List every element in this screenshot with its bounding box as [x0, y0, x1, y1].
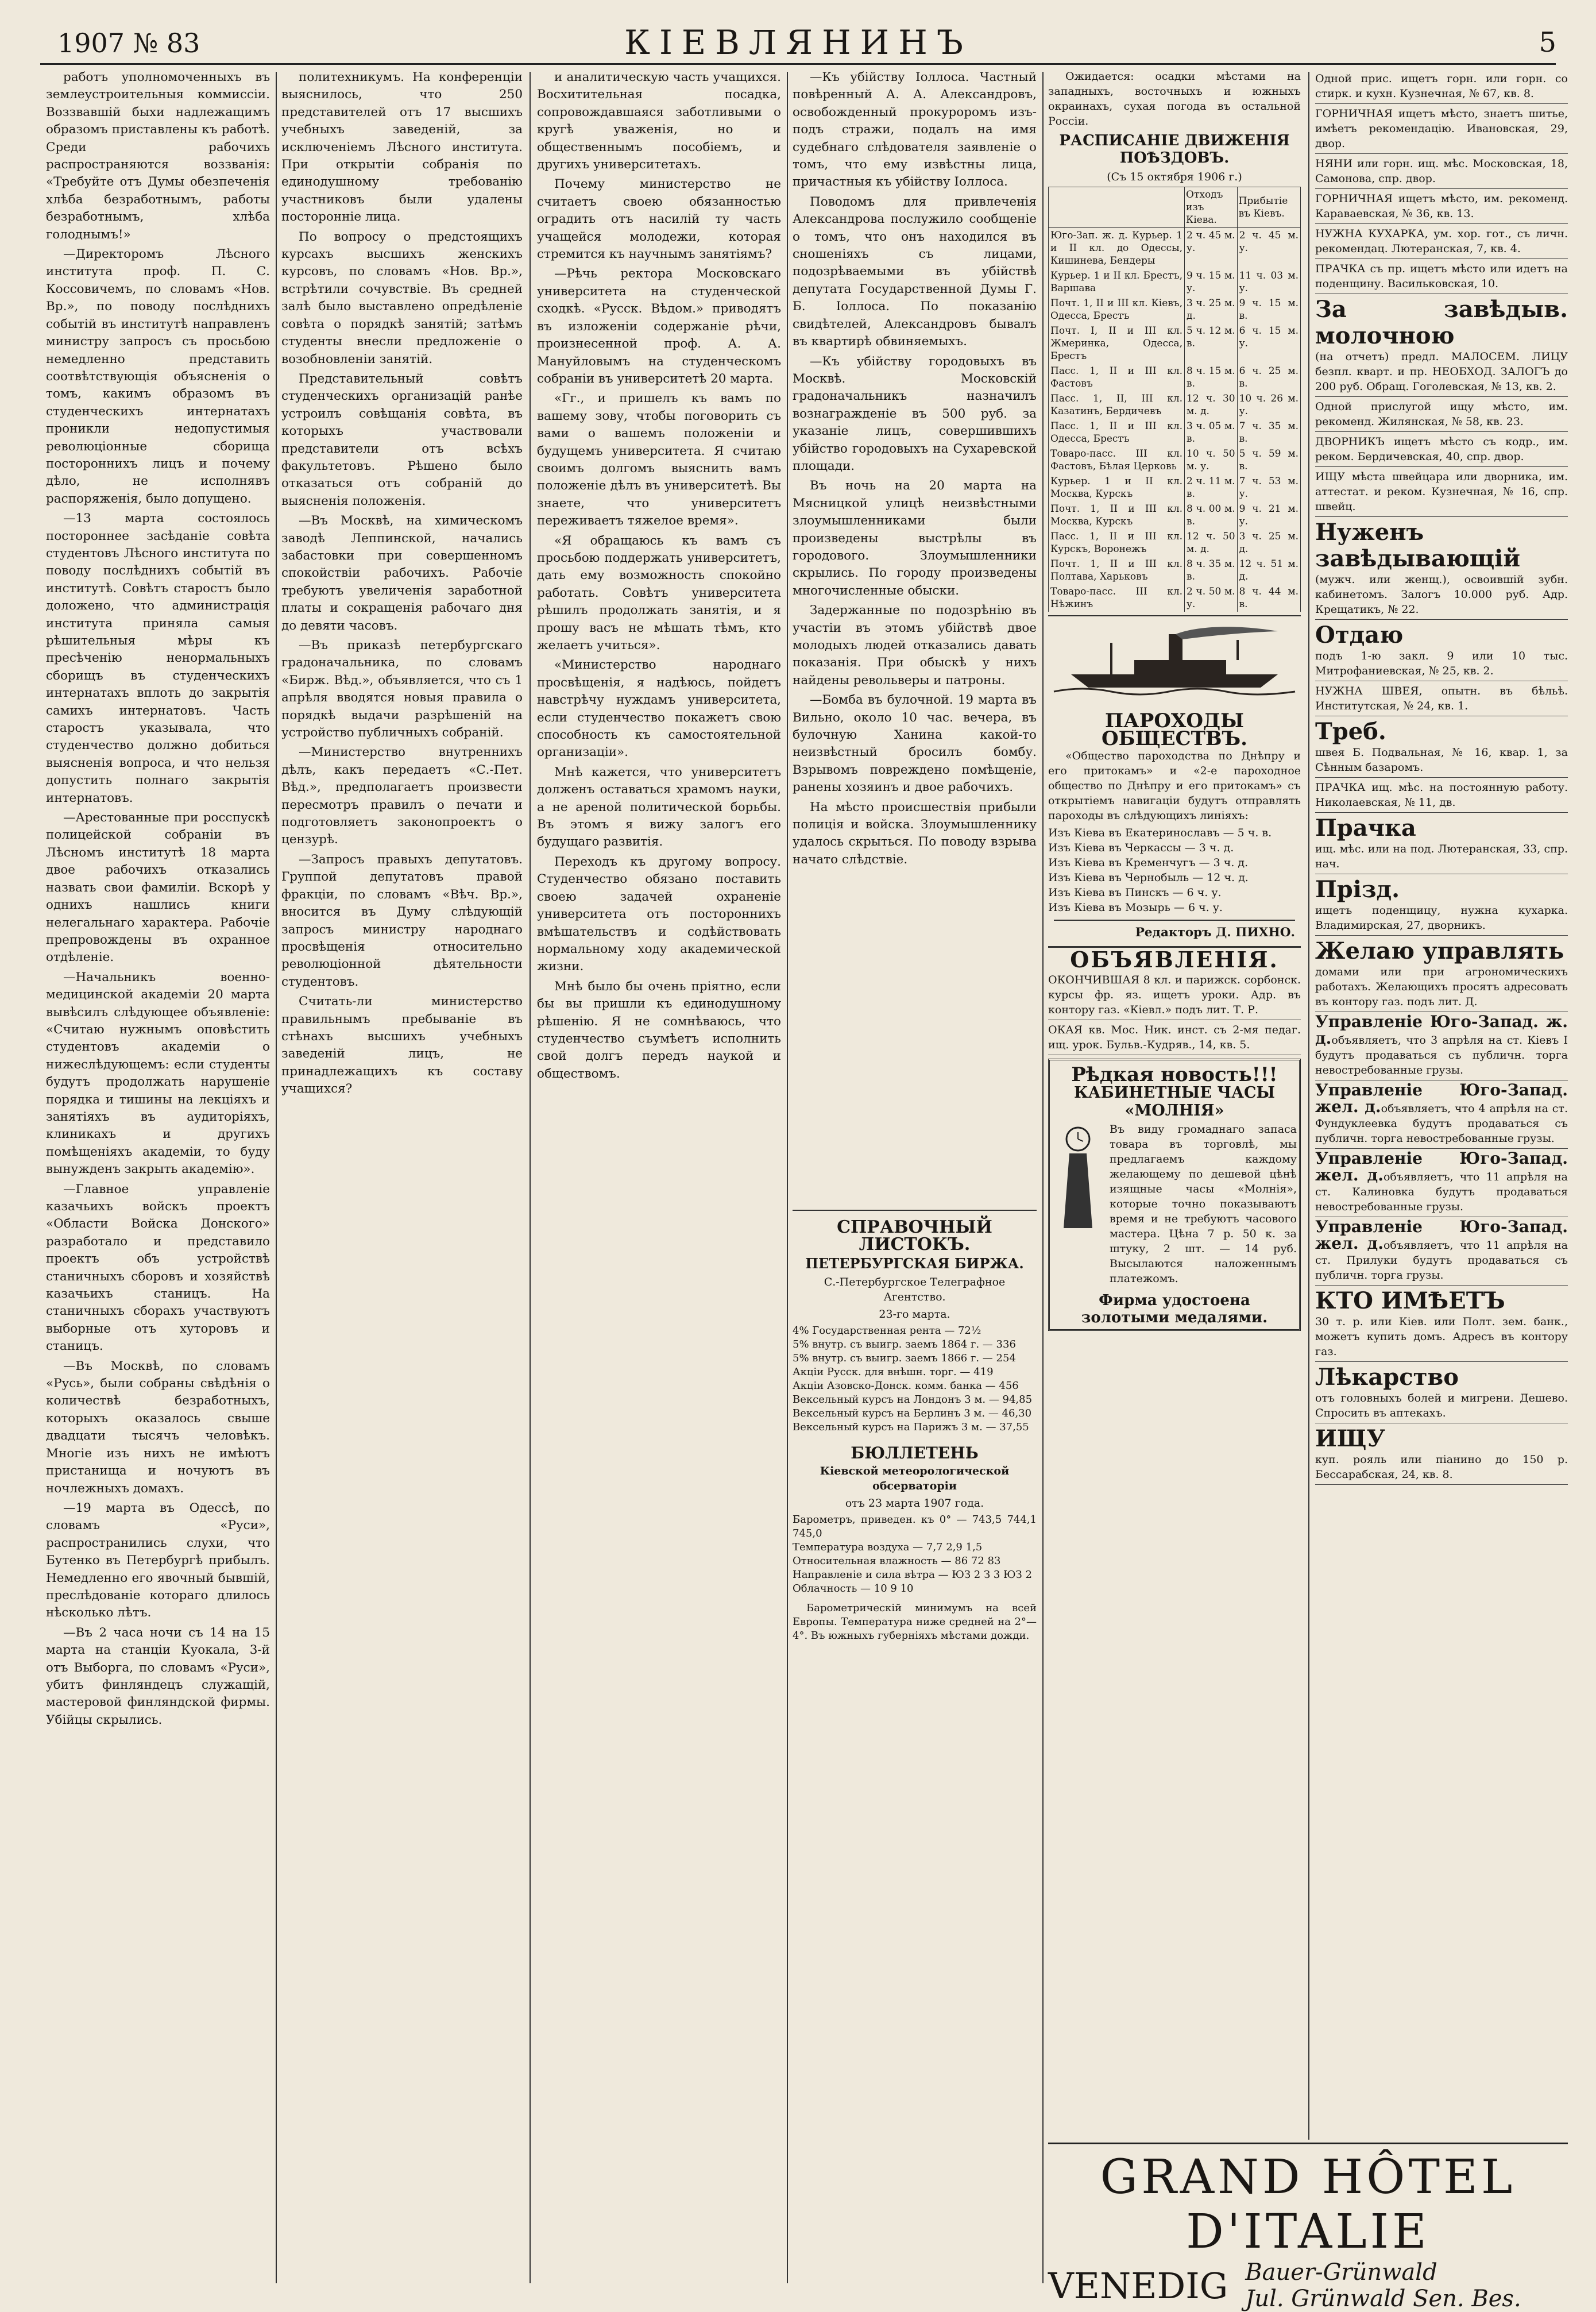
news-items — [793, 69, 1037, 1206]
timetable-row — [1049, 364, 1301, 391]
news-paragraph: Представительный совѣтъ студенческихъ организацій ранѣе устроилъ совѣщанія совѣта, въ которыхъ участвовали представители отъ всѣхъ факультетовъ. Рѣшено было отказаться отъ собраній до выясненія положенія. — [281, 371, 523, 508]
news-paragraph: —Главное управленіе казачьихъ войскъ проектъ «Области Войска Донского» разработало и представило проектъ объ устройствѣ станичныхъ сборовъ и хозяйствѣ казачьихъ станицъ. На станичныхъ сборахъ участвуютъ выборные отъ хуторовъ и станицъ. — [46, 1182, 270, 1354]
departure-time: 8 ч. 00 м. в. — [1185, 501, 1238, 529]
news-paragraph: работъ уполномоченныхъ въ землеустроительныя коммиссіи. Воззвавшій быхи надлежащимъ образомъ приставлены къ работѣ. Среди рабочихъ распространяются воззванія: «Требуйте отъ Думы обезпеченія хлѣба безработнымъ, работы безработнымъ, хлѣба голоднымъ!» — [46, 70, 270, 242]
ad-text: ГОРНИЧНАЯ ищетъ мѣсто, знаетъ шитье, имѣетъ рекомендацію. Ивановская, 29, двор. — [1315, 107, 1568, 150]
announcements-section — [1048, 946, 1301, 1330]
announcements-title: ОБЪЯВЛЕНІЯ. — [1070, 947, 1279, 973]
arrival-time: 7 ч. 53 м. у. — [1237, 474, 1300, 501]
weather-row: Облачность — 10 9 10 — [793, 1582, 914, 1595]
ad-text: объявляетъ, что 11 апрѣля на ст. Прилуки будутъ продаваться съ публичн. торга грузы. — [1315, 1239, 1568, 1282]
classified-ad — [1315, 1362, 1568, 1423]
weather-row: Направленіе и сила вѣтра — ЮЗ 2 З 3 ЮЗ 2 — [793, 1568, 1032, 1581]
classified-ad — [1315, 467, 1568, 517]
ad-text: ПРАЧКА съ пр. ищетъ мѣсто или идетъ на поденщину. Васильковская, 10. — [1315, 263, 1568, 290]
reference-section — [793, 1210, 1037, 1643]
news-paragraph: —Директоромъ Лѣсного института проф. П. С. Коссовичемъ, по словамъ «Нов. Вр.», по поводу послѣднихъ событій въ институтѣ направленъ министру запросъ съ просьбою немедленно представить соотвѣтствующія объясненія о томъ, какимъ образомъ въ студенческихъ интернатахъ проникли недопустимыя революціонные сборища постороннихъ лицъ и почему дѣло, не исполнявъ распоряженія, было допущено. — [46, 247, 270, 506]
news-paragraph: —Въ 2 часа ночи съ 14 на 15 марта на станціи Куокала, 3-й отъ Выборга, по словамъ «Руси», убитъ финляндецъ служащій, мастеровой финляндской фирмы. Убійцы скрылись. — [46, 1625, 270, 1727]
train-route: Пасс. 1, II и III кл. Курскъ, Воронежъ — [1049, 529, 1185, 557]
timetable-row — [1049, 446, 1301, 474]
ad-text: ДВОРНИКЪ ищетъ мѣсто съ кодр., им. реком. Бердичевская, 40, спр. двор. — [1315, 435, 1568, 463]
watch-title: Рѣдкая новость!!! — [1071, 1063, 1278, 1086]
train-route: Почт. I, II и III кл. Жмеринка, Одесса, Брестъ — [1049, 323, 1185, 364]
classified-ad — [1315, 1423, 1568, 1485]
editor-line: Редакторъ Д. ПИХНО. — [1054, 920, 1295, 941]
arrival-time: 8 ч. 44 м. в. — [1237, 584, 1300, 612]
train-route: Почт. 1, II и III кл. Кіевъ, Одесса, Брестъ — [1049, 296, 1185, 323]
train-route: Курьер. 1 и II кл. Брестъ, Варшава — [1049, 268, 1185, 296]
bulletin-date: отъ 23 марта 1907 года. — [845, 1496, 984, 1510]
steamship-line: Изъ Кіева въ Кременчугъ — 3 ч. д. — [1048, 856, 1249, 870]
classified-ad — [1315, 716, 1568, 778]
reference-title: СПРАВОЧНЫЙ ЛИСТОКЪ. — [837, 1217, 992, 1255]
classified-column — [1315, 69, 1568, 2131]
train-timetable — [1048, 187, 1301, 612]
ad-text: ищетъ поденщицу, нужна кухарка. Владимирская, 27, дворникъ. — [1315, 904, 1568, 932]
classified-ad — [1315, 778, 1568, 813]
arrival-time: 7 ч. 35 м. в. — [1237, 419, 1300, 446]
ad-text: отъ головныхъ болей и мигрени. Дешево. Спросить въ аптекахъ. — [1315, 1392, 1568, 1419]
exchange-title: ПЕТЕРБУРГСКАЯ БИРЖА. — [805, 1255, 1024, 1272]
timetable-row — [1049, 474, 1301, 501]
news-paragraph: —Въ приказѣ петербургскаго градоначальника, по словамъ «Бирж. Вѣд.», объявляется, что съ 1 апрѣля вводятся новыя правила о порядкѣ выдачи разрѣшеній на устройство публичныхъ собраній. — [281, 638, 523, 740]
weather-forecast: Ожидается: осадки мѣстами на западныхъ, восточныхъ и южныхъ окраинахъ, сухая погода въ остальной Россіи. — [1048, 70, 1301, 128]
departure-time: 3 ч. 25 м. д. — [1185, 296, 1238, 323]
news-paragraph: —Начальникъ военно-медицинской академіи 20 марта вывѣсилъ слѣдующее объявленіе: «Считаю нужнымъ оповѣстить студентовъ академіи о нижеслѣдующемъ: если студенты будутъ продолжать нарушеніе порядка и тишины на лекціяхъ и занятіяхъ въ аудиторіяхъ, клиникахъ и другихъ помѣщеніяхъ академіи, то буду вынужденъ закрыть академію». — [46, 970, 270, 1177]
ad-headline: За завѣдыв. молочною — [1315, 296, 1568, 349]
column-divider — [1308, 72, 1309, 2140]
train-route: Товаро-пасс. III кл. Фастовъ, Бѣлая Церковь — [1049, 446, 1185, 474]
timetable-row — [1049, 529, 1301, 557]
ad-text: домами или при агрономическихъ работахъ. Желающихъ просятъ адресовать въ контору газ. подъ лит. Д. — [1315, 966, 1568, 1008]
arrival-time: 3 ч. 25 м. д. — [1237, 529, 1300, 557]
timetable-row — [1049, 501, 1301, 529]
hotel-advert — [1048, 2143, 1568, 2312]
ad-text: НЯНИ или горн. ищ. мѣс. Московская, 18, Самонова, спр. двор. — [1315, 157, 1568, 185]
ad-text: ИЩУ мѣста швейцара или дворника, им. аттестат. и реком. Кузнечная, № 16, спр. швейц. — [1315, 470, 1568, 513]
arrival-time: 6 ч. 15 м. у. — [1237, 323, 1300, 364]
issue-number: 1907 № 83 — [57, 28, 200, 59]
ad-text: НУЖНА ШВЕЯ, опытн. въ бѣльѣ. Институтская, № 24, кв. 1. — [1315, 685, 1568, 712]
article-column-1 — [46, 69, 270, 2286]
steamship-icon — [1048, 620, 1301, 700]
article-column-4 — [793, 69, 1037, 2286]
timetable-row — [1049, 323, 1301, 364]
classified-ad: ОКАЯ кв. Мос. Ник. инст. съ 2-мя педаг. ищ. урок. Бульв.-Кудряв., 14, кв. 5. — [1048, 1020, 1301, 1055]
watch-advert — [1048, 1059, 1301, 1331]
arrival-time: 5 ч. 59 м. в. — [1237, 446, 1300, 474]
masthead-rule — [40, 63, 1556, 65]
arrival-time: 9 ч. 15 м. в. — [1237, 296, 1300, 323]
ad-text: швея Б. Подвальная, № 16, квар. 1, за Сѣнным базаромъ. — [1315, 746, 1568, 774]
ad-headline: Прачка — [1315, 815, 1416, 842]
classified-ad — [1315, 432, 1568, 467]
classified-ad — [1315, 1217, 1568, 1286]
ad-text: ищ. мѣс. или на под. Лютеранская, 33, спр. нач. — [1315, 843, 1568, 870]
timetable-row — [1049, 419, 1301, 446]
news-paragraph: и аналитическую часть учащихся. Восхитительная посадка, сопровождавшаяся заботливыми о кругѣ уваженія, но и общественнымъ пособіемъ, и другихъ университетахъ. — [537, 70, 781, 172]
news-paragraph: —Министерство внутреннихъ дѣлъ, какъ передаетъ «С.-Пет. Вѣд.», предполагаетъ произвести пересмотръ правилъ о печати и подготовляетъ законопроектъ о цензурѣ. — [281, 745, 523, 847]
ad-headline: Лѣкарство — [1315, 1364, 1459, 1391]
train-route: Пасс. 1, II и III кл. Одесса, Брестъ — [1049, 419, 1185, 446]
news-paragraph: —Бомба въ булочной. 19 марта въ Вильно, около 10 час. вечера, въ булочную Ханина какой-то неизвѣстный бросилъ бомбу. Взрывомъ повреждено помѣщеніе, ранены хозяинъ и двое рабочихъ. — [793, 693, 1037, 795]
classified-ad — [1315, 1012, 1568, 1080]
column-5 — [1048, 69, 1301, 2286]
train-route: Почт. 1, II и III кл. Москва, Курскъ — [1049, 501, 1185, 529]
departure-time: 2 ч. 11 м. в. — [1185, 474, 1238, 501]
classified-ad — [1315, 1080, 1568, 1149]
classified-ad — [1315, 259, 1568, 294]
ad-headline: Управленіе Юго-Запад. ж. д. — [1315, 1012, 1568, 1048]
article-column-3 — [537, 69, 781, 2286]
timetable-row — [1049, 391, 1301, 419]
classified-ad — [1315, 224, 1568, 259]
ad-headline: КТО ИМѢЕТЪ — [1315, 1287, 1505, 1314]
timetable-row — [1049, 584, 1301, 612]
classified-ad — [1315, 1286, 1568, 1362]
steamship-line: Изъ Кіева въ Пинскъ — 6 ч. у. — [1048, 886, 1222, 900]
exchange-rates — [793, 1324, 1037, 1434]
arrival-time: 6 ч. 25 м. в. — [1237, 364, 1300, 391]
ad-text: куп. рояль или піанино до 150 р. Бессарабская, 24, кв. 8. — [1315, 1453, 1568, 1481]
ad-headline: Желаю управлять — [1315, 937, 1564, 964]
timetable-header-departure: Отходъ изъ Кіева. — [1185, 187, 1238, 227]
train-route: Товаро-пасс. III кл. Нѣжинъ — [1049, 584, 1185, 612]
departure-time: 8 ч. 35 м. в. — [1185, 557, 1238, 584]
news-paragraph: «Я обращаюсь къ вамъ съ просьбою поддержать университетъ, дать ему возможность спокойно работать. Совѣтъ университета рѣшилъ продолжать занятія, и я прошу васъ не мѣшать тѣмъ, кто желаетъ учиться». — [537, 533, 781, 653]
exchange-rate-row: Вексельный курсъ на Берлинъ 3 м. — 46,30 — [793, 1407, 1032, 1420]
departure-time: 12 ч. 50 м. д. — [1185, 529, 1238, 557]
hotel-name: GRAND HÔTEL D'ITALIE — [1100, 2150, 1516, 2259]
departure-time: 8 ч. 15 м. в. — [1185, 364, 1238, 391]
classified-ad — [1315, 936, 1568, 1012]
classified-ad — [1315, 1149, 1568, 1217]
exchange-agency: С.-Петербургское Телеграфное Агентство. — [824, 1276, 1006, 1304]
ad-headline: Треб. — [1315, 718, 1386, 745]
page-number: 5 — [1539, 26, 1556, 59]
news-paragraph: Считать-ли министерство правильнымъ пребываніе въ стѣнахъ высшихъ учебныхъ заведеній лицъ, не принадлежащихъ къ составу учащихся? — [281, 994, 523, 1097]
news-paragraph: Переходъ къ другому вопросу. Студенчество обязано поставить своею задачей охраненіе университета отъ постороннихъ вмѣшательствъ и содѣйствовать нормальному ходу академической жизни. — [537, 854, 781, 974]
steamship-title: ПАРОХОДЫ ОБЩЕСТВЪ. — [1101, 709, 1247, 750]
timetable-row — [1049, 557, 1301, 584]
news-paragraph: —Арестованные при росспускѣ полицейской собраніи въ Лѣсномъ институтѣ 18 марта двое рабочихъ отказались назвать свои фамиліи. Вскорѣ у однихъ нашлись книги нелегальнаго характера. Рабочіе препровождены въ охранное отдѣленіе. — [46, 810, 270, 965]
ad-text: подъ 1-ю закл. 9 или 10 тыс. Митрофаниевская, № 25, кв. 2. — [1315, 650, 1568, 677]
news-paragraph: —Въ Москвѣ, на химическомъ заводѣ Леппинской, начались забастовки при совершенномъ спокойствіи рабочихъ. Рабочіе требуютъ увеличенія заработной платы и сокращенія рабочаго дня до девяти часовъ. — [281, 514, 523, 633]
departure-time: 9 ч. 15 м. у. — [1185, 268, 1238, 296]
arrival-time: 2 ч. 45 м. у. — [1237, 227, 1300, 268]
steamship-section — [1048, 615, 1301, 942]
ad-text: 30 т. р. или Кіев. или Полт. зем. банк., можетъ купить домъ. Адресъ въ контору газ. — [1315, 1315, 1568, 1358]
ad-text: НУЖНА КУХАРКА, ум. хор. гот., съ личн. рекомендац. Лютеранская, 7, кв. 4. — [1315, 227, 1568, 255]
news-paragraph: —19 марта въ Одессѣ, по словамъ «Руси», распространились слухи, что Бутенко въ Петербургѣ прибылъ. Немедленно его явочный бывшій, преслѣдованіе котораго длилось нѣсколько лѣтъ. — [46, 1500, 270, 1620]
news-paragraph: Мнѣ было бы очень пріятно, если бы вы пришли къ единодушному рѣшенію. Я не сомнѣваюсь, что студенчество съумѣетъ исполнить свой долгъ передъ наукой и обществомъ. — [537, 979, 781, 1081]
timetable-title: РАСПИСАНІЕ ДВИЖЕНІЯ ПОѢЗДОВЪ. — [1059, 132, 1290, 167]
arrival-time: 9 ч. 21 м. у. — [1237, 501, 1300, 529]
weather-row: Температура воздуха — 7,7 2,9 1,5 — [793, 1541, 983, 1553]
news-paragraph: Въ ночь на 20 марта на Мясницкой улицѣ неизвѣстными злоумышленниками были произведены выстрѣлы въ городового. Злоумышленники скрылись. По городу произведены многочисленные обыски. — [793, 478, 1037, 598]
departure-time: 2 ч. 45 м. у. — [1185, 227, 1238, 268]
exchange-rate-row: 5% внутр. съ выигр. заемъ 1864 г. — 336 — [793, 1338, 1016, 1351]
news-paragraph: Почему министерство не считаетъ своею обязанностью оградить отъ насилій ту часть учащейся молодежи, которая стремится къ научнымъ занятіямъ? — [537, 177, 781, 262]
exchange-rate-row: Акціи Русск. для внѣшн. торг. — 419 — [793, 1366, 994, 1379]
news-paragraph: Поводомъ для привлеченія Александрова послужило сообщеніе о томъ, что онъ находился въ сношеніяхъ съ лицами, подозрѣваемыми въ убійствѣ депутата Государственной Думы Г. Б. Іоллоса. По показанію свидѣтелей, Александровъ бывалъ въ квартирѣ обвиняемыхъ. — [793, 194, 1037, 349]
ad-text: (на отчетъ) предл. МАЛОСЕМ. ЛИЦУ безпл. кварт. и пр. НЕОБХОД. ЗАЛОГЪ до 200 руб. Обращ. Гоголевская, № 13, кв. 2. — [1315, 350, 1568, 393]
timetable-row — [1049, 296, 1301, 323]
news-paragraph: —Рѣчь ректора Московскаго университета на студенческой сходкѣ. «Русск. Вѣдом.» приводятъ въ изложеніи содержаніе рѣчи, произнесенной проф. А. А. Мануйловымъ на студенческомъ собраніи въ университетѣ 20 марта. — [537, 267, 781, 386]
clock-figure-icon — [1052, 1122, 1104, 1237]
ad-text: объявляетъ, что 3 апрѣля на ст. Кіевъ I будутъ продаваться съ публичн. торга невостребованные грузы. — [1315, 1034, 1568, 1076]
ad-headline: Управленіе Юго-Запад. жел. д. — [1315, 1080, 1568, 1116]
timetable-row — [1049, 227, 1301, 268]
ad-headline: Управленіе Юго-Запад. жел. д. — [1315, 1149, 1568, 1184]
departure-time: 10 ч. 50 м. у. — [1185, 446, 1238, 474]
departure-time: 3 ч. 05 м. в. — [1185, 419, 1238, 446]
departure-time: 2 ч. 50 м. у. — [1185, 584, 1238, 612]
exchange-rate-row: 4% Государственная рента — 72½ — [793, 1325, 981, 1337]
news-paragraph: «Министерство народнаго просвѣщенія, я надѣюсь, пойдетъ навстрѣчу нуждамъ университета, если студенчество покажетъ свою способность къ самостоятельной организаціи». — [537, 658, 781, 760]
article-column-2 — [281, 69, 523, 2286]
exchange-rate-row: Вексельный курсъ на Парижъ 3 м. — 37,55 — [793, 1421, 1029, 1434]
classified-ad — [1315, 154, 1568, 189]
hotel-city: VENEDIG — [1048, 2264, 1228, 2307]
classified-ad — [1315, 620, 1568, 681]
news-paragraph: —13 марта состоялось постороннее засѣданіе совѣта студентовъ Лѣсного института по поводу послѣднихъ событій въ институтѣ. Совѣтъ старостъ было доложено, что администрація института приняла самыя рѣшительныя мѣры къ пресѣченію ненормальныхъ сборищъ въ студенческихъ интернатахъ вплоть до закрытія самихъ интернатовъ. Часть старостъ указывала, что студенчество должно добиться выясненія вопроса, и что нельзя допустить полнаго закрытія интернатовъ. — [46, 511, 270, 805]
exchange-rate-row: Вексельный курсъ на Лондонъ 3 м. — 94,85 — [793, 1394, 1033, 1406]
timetable-header-route — [1049, 187, 1185, 227]
steamship-line: Изъ Кіева въ Мозырь — 6 ч. у. — [1048, 901, 1223, 914]
classified-ad — [1315, 813, 1568, 874]
arrival-time: 12 ч. 51 м. д. — [1237, 557, 1300, 584]
newspaper-title: КІЕВЛЯНИНЪ — [624, 23, 972, 62]
masthead — [23, 23, 1574, 60]
exchange-date: 23-го марта. — [879, 1308, 950, 1321]
ad-text: объявляетъ, что 11 апрѣля на ст. Калиновка будутъ продаваться невостребованные грузы. — [1315, 1171, 1568, 1213]
train-route: Пасс. 1, II и III кл. Фастовъ — [1049, 364, 1185, 391]
ad-text: ПРАЧКА ищ. мѣс. на постоянную работу. Николаевская, № 11, дв. — [1315, 781, 1568, 809]
news-paragraph: политехникумъ. На конференціи выяснилось, что 250 представителей отъ 17 высшихъ учебныхъ заведеній, за исключеніемъ Лѣсного института. При открытіи собранія по единодушному требованію участниковъ были удалены посторонніе лица. — [281, 70, 523, 225]
news-paragraph: —Въ Москвѣ, по словамъ «Русь», были собраны свѣдѣнія о количествѣ безработныхъ, которыхъ оказалось свыше двадцати тысячъ человѣкъ. Многіе изъ нихъ не имѣютъ пристанища и ночуютъ въ ночлежныхъ домахъ. — [46, 1358, 270, 1496]
timetable-header-arrival: Прибытіе въ Кіевъ. — [1237, 187, 1300, 227]
classified-ad — [1315, 189, 1568, 224]
steamship-line: Изъ Кіева въ Чернобыль — 12 ч. д. — [1048, 871, 1249, 885]
announcement-list — [1048, 970, 1301, 1055]
classified-ad: ОКОНЧИВШАЯ 8 кл. и парижск. сорбонск. курсы фр. яз. ищетъ уроки. Адр. въ контору газ. «Кіевл.» подъ лит. Т. Р. — [1048, 970, 1301, 1020]
ad-text: объявляетъ, что 4 апрѣля на ст. Фундуклеевка будутъ продаваться съ публичн. торга невостребованные грузы. — [1315, 1102, 1568, 1145]
train-route: Пасс. 1, II, III кл. Казатинъ, Бердичевъ — [1049, 391, 1185, 419]
hotel-owner: Bauer-Grünwald — [1245, 2259, 1437, 2286]
hotel-proprietor: Jul. Grünwald Sen. Bes. — [1245, 2286, 1521, 2312]
news-paragraph: —Къ убійству Іоллоса. Частный повѣренный А. А. Александровъ, освобожденный прокуроромъ изъ-подъ стражи, подалъ на имя судебнаго слѣдователя заявленіе о томъ, что ему извѣстны лица, причастныя къ убійству Іоллоса. — [793, 70, 1037, 190]
bulletin-title: БЮЛЛЕТЕНЬ — [851, 1443, 979, 1463]
steamship-line: Изъ Кіева въ Черкассы — 3 ч. д. — [1048, 842, 1234, 855]
news-paragraph: —Къ убійству городовыхъ въ Москвѣ. Московскій градоначальникъ назначилъ вознагражденіе въ 500 руб. за указаніе лицъ, совершившихъ убійство городовыхъ на Сухаревской площади. — [793, 354, 1037, 473]
ad-headline: Нуженъ завѣдывающій — [1315, 519, 1520, 572]
ad-text: Одной прис. ищетъ горн. или горн. со стирк. и кухн. Кузнечная, № 67, кв. 8. — [1315, 72, 1568, 100]
weather-summary: Барометрическій минимумъ на всей Европы. Температура ниже средней на 2°—4°. Въ южныхъ губерніяхъ мѣстами дожди. — [793, 1601, 1037, 1642]
weather-row: Относительная влажность — 86 72 83 — [793, 1554, 1001, 1567]
classified-ad — [1315, 397, 1568, 432]
ad-text: Одной прислугой ищу мѣсто, им. рекоменд. Жилянская, № 58, кв. 23. — [1315, 400, 1568, 428]
news-paragraph: Задержанные по подозрѣнію въ участіи въ этомъ убійствѣ двое молодыхъ людей отказались давать показанія. При обыскѣ у нихъ найдены револьверы и патроны. — [793, 603, 1037, 688]
ad-headline: Прізд. — [1315, 876, 1400, 903]
classified-ad — [1315, 517, 1568, 620]
classified-ad — [1315, 294, 1568, 397]
ad-headline: Отдаю — [1315, 622, 1404, 649]
classified-ad — [1315, 681, 1568, 716]
watch-subtitle: КАБИНЕТНЫЕ ЧАСЫ «МОЛНІЯ» — [1074, 1084, 1275, 1120]
departure-time: 12 ч. 30 м. д. — [1185, 391, 1238, 419]
steamship-text: «Общество пароходства по Днѣпру и его притокамъ» и «2-е пароходное общество по Днѣпру и его притокамъ» съ открытіемъ навигаціи будутъ отправлять пароходы въ слѣдующихъ линіяхъ: — [1048, 750, 1301, 823]
departure-time: 5 ч. 12 м. в. — [1185, 323, 1238, 364]
exchange-rate-row: Акціи Азовско-Донск. комм. банка — 456 — [793, 1380, 1019, 1392]
timetable-subtitle: (Съ 15 октября 1906 г.) — [1107, 170, 1242, 183]
classified-ad — [1315, 874, 1568, 936]
weather-readings — [793, 1513, 1037, 1596]
column-divider — [787, 72, 788, 2283]
ad-headline: Управленіе Юго-Запад. жел. д. — [1315, 1217, 1568, 1253]
bulletin-subtitle: Кіевской метеорологической обсерваторіи — [820, 1464, 1010, 1492]
classified-ad — [1315, 69, 1568, 104]
train-route: Курьер. 1 и II кл. Москва, Курскъ — [1049, 474, 1185, 501]
news-paragraph: На мѣсто происшествія прибыли полиція и войска. Злоумышленнику удалось скрыться. По поводу взрыва начато слѣдствіе. — [793, 800, 1037, 867]
news-paragraph: Мнѣ кажется, что университетъ долженъ оставаться храмомъ науки, а не ареной политической борьбы. Въ этомъ я вижу залогъ его будущаго развитія. — [537, 765, 781, 850]
watch-firm: Фирма удостоена золотыми медалями. — [1081, 1292, 1268, 1327]
timetable-row — [1049, 268, 1301, 296]
ad-text: ГОРНИЧНАЯ ищетъ мѣсто, им. рекоменд. Караваевская, № 36, кв. 13. — [1315, 192, 1568, 220]
steamship-line: Изъ Кіева въ Екатеринославъ — 5 ч. в. — [1048, 827, 1272, 840]
news-paragraph: —Запросъ правыхъ депутатовъ. Группой депутатовъ правой фракціи, по словамъ «Вѣч. Вр.», вносится въ Думу слѣдующій запросъ министру народнаго просвѣщенія относительно революціонной дѣятельности студентовъ. — [281, 852, 523, 989]
classified-ad — [1315, 104, 1568, 154]
news-paragraph: По вопросу о предстоящихъ курсахъ высшихъ женскихъ курсовъ, по словамъ «Нов. Вр.», встрѣтили сочувствіе. Въ средней залѣ было выставлено опредѣленіе совѣта о порядкѣ занятій; затѣмъ студенты внесли предложеніе о возобновленіи занятій. — [281, 229, 523, 366]
steamship-lines — [1048, 825, 1301, 915]
column-divider — [276, 72, 277, 2283]
ad-text: (мужч. или женщ.), освоившій зубн. кабинетомъ. Залогъ 10.000 руб. Адр. Крещатикъ, № 22. — [1315, 573, 1568, 616]
train-route: Юго-Зап. ж. д. Курьер. 1 и II кл. до Одессы, Кишинева, Бендеры — [1049, 227, 1185, 268]
column-divider — [1042, 72, 1044, 2283]
column-divider — [530, 72, 531, 2283]
arrival-time: 11 ч. 03 м. у. — [1237, 268, 1300, 296]
weather-row: Барометръ, приведен. къ 0° — 743,5 744,1 745,0 — [793, 1513, 1037, 1539]
news-paragraph: «Гг., и пришелъ къ вамъ по вашему зову, чтобы поговорить съ вами о вашемъ положеніи и будущемъ университета. Я считаю своимъ долгомъ выяснить вамъ положеніе дѣлъ въ университетѣ. Вы знаете, что университетъ переживаетъ тяжелое время». — [537, 391, 781, 528]
exchange-rate-row: 5% внутр. съ выигр. заемъ 1866 г. — 254 — [793, 1352, 1016, 1365]
ad-headline: ИЩУ — [1315, 1425, 1385, 1452]
arrival-time: 10 ч. 26 м. у. — [1237, 391, 1300, 419]
watch-text: Въ виду громаднаго запаса товара въ торговлѣ, мы предлагаемъ каждому желающему по дешевой цѣнѣ изящные часы «Молнія», которые точно показываютъ время и не требуютъ часового мастера. Цѣна 7 р. 50 к. за штуку, 2 шт. — 14 руб. Высылаются наложеннымъ платежомъ. — [1110, 1123, 1297, 1286]
train-route: Почт. 1, II и III кл. Полтава, Харьковъ — [1049, 557, 1185, 584]
